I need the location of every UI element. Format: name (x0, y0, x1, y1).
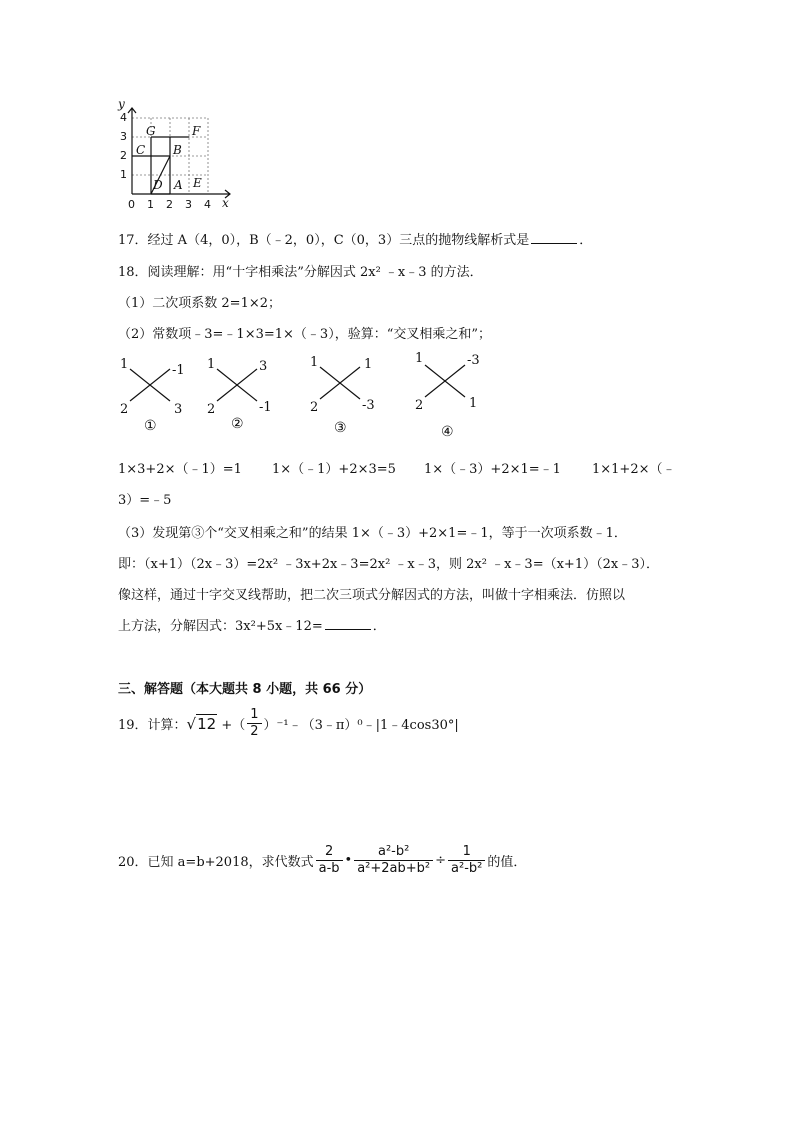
point-g: G (146, 124, 156, 138)
cross-4-top-left: 1 (415, 351, 424, 366)
cross-4-top-right: -3 (467, 353, 480, 368)
q20-suffix: 的值． (487, 855, 527, 870)
y-axis-label: y (118, 97, 125, 111)
point-b: B (173, 143, 182, 157)
point-c: C (136, 143, 146, 157)
question-20 (118, 844, 526, 877)
cross-4-label: ④ (441, 424, 454, 440)
q20-f1-den: a-b (318, 861, 340, 876)
calc-4a: 1×1+2×（﹣ (592, 462, 676, 477)
q17-text: 17．经过 A（4，0），B（﹣2，0），C（0，3）三点的抛物线解析式是 (118, 233, 530, 248)
q20-fraction-2 (354, 844, 433, 877)
q18-end: ． (372, 619, 386, 634)
cross-diagram-4 (413, 351, 483, 440)
q17-answer-blank[interactable] (531, 231, 577, 244)
q19-fraction (247, 707, 261, 740)
q19-plus: +（ (217, 718, 246, 733)
calc-3: 1×（﹣3）+2×1=﹣1 (424, 462, 561, 477)
q20-f3-den: a²-b² (451, 861, 483, 876)
cross-diagram-3 (308, 353, 378, 435)
x-tick-3: 3 (185, 198, 192, 211)
point-f: F (192, 124, 201, 138)
calc-1: 1×3+2×（﹣1）=1 (118, 462, 242, 477)
coordinate-grid-figure (112, 97, 242, 215)
q18-step1: （1）二次项系数 2=1×2； (118, 296, 282, 311)
point-d: D (153, 178, 163, 192)
q18-para1: 像这样，通过十字交叉线帮助，把二次三项式分解因式的方法，叫做十字相乘法．仿照以 (118, 588, 626, 603)
cross-3-top-right: 1 (364, 357, 373, 372)
q20-f2-num: a²-b² (354, 844, 433, 861)
cross-2-bottom-right: -1 (259, 400, 272, 415)
cross-3-label: ③ (334, 420, 347, 436)
q18-para2: 上方法，分解因式：3x²+5x﹣12= (118, 619, 323, 634)
y-tick-2: 2 (120, 149, 127, 162)
q20-f3-num: 1 (448, 844, 485, 861)
q20-div: ÷ (435, 853, 447, 868)
cross-3-top-left: 1 (310, 355, 319, 370)
cross-1-top-right: -1 (172, 363, 185, 378)
q17-end: ． (579, 233, 593, 248)
q18-that-is: 即：（x+1）（2x﹣3）=2x² ﹣3x+2x﹣3=2x² ﹣x﹣3，则 2x² ﹣x﹣3=（x+1）（2x﹣3）． (118, 557, 659, 572)
cross-1-top-left: 1 (120, 357, 129, 372)
q20-dot: • (344, 853, 353, 868)
q18-answer-blank[interactable] (325, 617, 371, 630)
q18-intro: 18．阅读理解：用“十字相乘法”分解因式 2x² ﹣x﹣3 的方法． (118, 265, 483, 280)
cross-4-bottom-right: 1 (469, 396, 478, 411)
cross-diagram-1 (118, 355, 188, 437)
q18-para2-line (118, 615, 386, 634)
x-tick-4: 4 (204, 198, 211, 211)
cross-2-top-left: 1 (207, 357, 216, 372)
q19-prefix: 19．计算： (118, 718, 187, 733)
calc-2: 1×（﹣1）+2×3=5 (272, 462, 396, 477)
x-tick-1: 1 (147, 198, 154, 211)
cross-4-bottom-left: 2 (415, 398, 424, 413)
y-tick-4: 4 (120, 111, 127, 124)
y-tick-3: 3 (120, 130, 127, 143)
q20-prefix: 20．已知 a=b+2018，求代数式 (118, 855, 314, 870)
question-17 (118, 229, 592, 248)
q18-step2: （2）常数项﹣3=﹣1×3=1×（﹣3），验算：“交叉相乘之和”； (118, 327, 491, 342)
x-tick-2: 2 (166, 198, 173, 211)
q19-sqrt-content: 12 (197, 714, 217, 733)
cross-diagram-2 (205, 355, 275, 437)
cross-3-bottom-right: -3 (362, 398, 375, 413)
q19-frac-num: 1 (247, 707, 261, 724)
question-19 (118, 707, 459, 740)
cross-1-bottom-right: 3 (174, 402, 183, 417)
x-axis-label: x (222, 196, 229, 210)
y-tick-1: 1 (120, 168, 127, 181)
calc-4b: 3）=﹣5 (118, 493, 172, 508)
q20-f1-num: 2 (316, 844, 343, 861)
cross-1-bottom-left: 2 (120, 402, 129, 417)
cross-2-bottom-left: 2 (207, 402, 216, 417)
cross-2-top-right: 3 (259, 359, 268, 374)
q19-rest: ）⁻¹﹣（3﹣π）⁰﹣|1﹣4cos30°| (263, 718, 459, 733)
point-e: E (193, 176, 202, 190)
x-tick-0: 0 (128, 198, 135, 211)
cross-1-label: ① (144, 418, 157, 434)
section-3-title: 三、解答题（本大题共 8 小题，共 66 分） (118, 682, 372, 697)
q19-sqrt: √12 (186, 714, 217, 733)
q20-f2-den: a²+2ab+b² (357, 861, 431, 876)
q19-frac-den: 2 (250, 724, 259, 739)
point-a: A (174, 178, 183, 192)
q20-fraction-1 (316, 844, 343, 877)
cross-3-bottom-left: 2 (310, 400, 319, 415)
q18-step3: （3）发现第③个“交叉相乘之和”的结果 1×（﹣3）+2×1=﹣1，等于一次项系数﹣1． (118, 526, 627, 541)
cross-2-label: ② (231, 416, 244, 432)
q20-fraction-3 (448, 844, 485, 877)
